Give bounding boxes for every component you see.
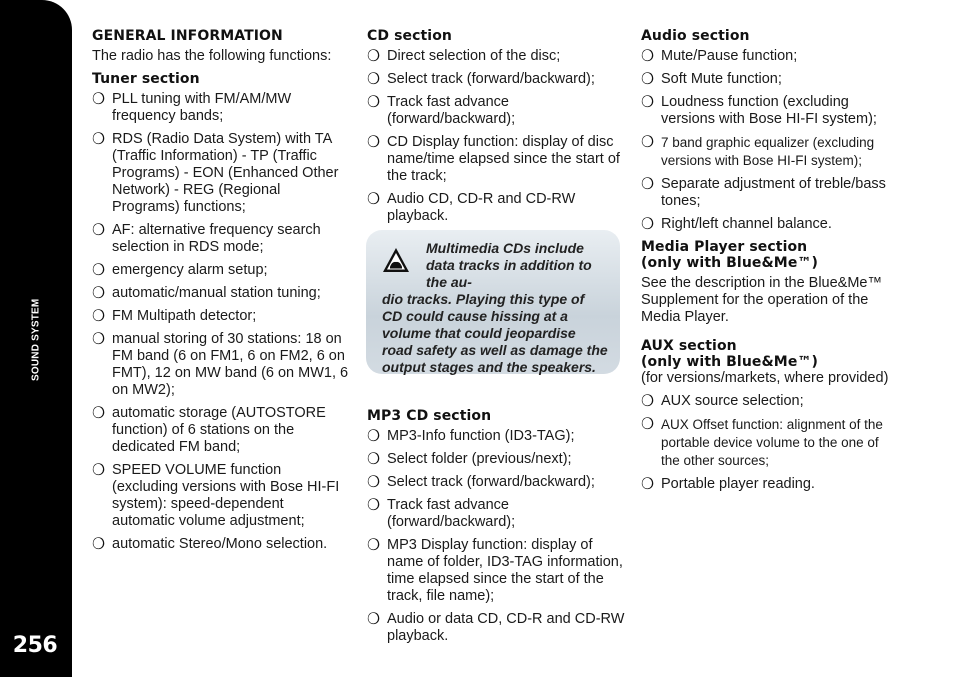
tuner-section-heading: Tuner section xyxy=(92,71,200,87)
bullet-icon: ❍ xyxy=(367,48,380,65)
list-item-text: PLL tuning with FM/AM/MW frequency bands; xyxy=(112,91,292,124)
bullet-icon: ❍ xyxy=(641,416,654,433)
list-item-text: CD Display function: display of disc name/time elapsed since the start of the track; xyxy=(387,134,620,184)
media-player-text: See the description in the Blue&Me™ Supplement for the operation of the Media Player. xyxy=(641,275,882,325)
bullet-icon: ❍ xyxy=(641,94,654,111)
column-1 xyxy=(92,28,350,559)
bullet-icon: ❍ xyxy=(641,134,654,151)
list-item xyxy=(92,462,350,530)
column-2 xyxy=(367,28,625,231)
list-item xyxy=(641,393,899,410)
bullet-icon: ❍ xyxy=(92,285,105,302)
tuner-list xyxy=(92,91,350,553)
media-player-heading: Media Player section xyxy=(641,239,808,255)
list-item xyxy=(641,71,899,88)
list-item xyxy=(367,94,625,128)
list-item xyxy=(92,131,350,216)
aux-heading: AUX section xyxy=(641,338,737,354)
aux-list xyxy=(641,393,899,493)
bullet-icon: ❍ xyxy=(367,497,380,514)
warning-lead: Multimedia CDs include data tracks in addition to the au- xyxy=(426,240,592,290)
bullet-icon: ❍ xyxy=(92,405,105,422)
cd-section-heading: CD section xyxy=(367,28,452,44)
audio-section-heading: Audio section xyxy=(641,28,750,44)
list-item-text: Portable player reading. xyxy=(661,476,815,492)
audio-list xyxy=(641,48,899,233)
bullet-icon: ❍ xyxy=(641,176,654,193)
list-item xyxy=(367,451,625,468)
list-item-text: Mute/Pause function; xyxy=(661,48,798,64)
list-item-text: emergency alarm setup; xyxy=(112,262,268,278)
list-item-text: MP3-Info function (ID3-TAG); xyxy=(387,428,575,444)
list-item xyxy=(92,308,350,325)
list-item xyxy=(641,476,899,493)
list-item-text: MP3 Display function: display of name of folder, ID3-TAG information, time elapsed since the start of the track, file name); xyxy=(387,537,623,604)
list-item-text: RDS (Radio Data System) with TA (Traffic Information) - TP (Traffic Programs) - EON (Enhanced Other Network) - REG (Regional Programs) functions; xyxy=(112,131,339,215)
list-item xyxy=(367,611,625,645)
mp3-section-heading: MP3 CD section xyxy=(367,408,492,424)
bullet-icon: ❍ xyxy=(367,191,380,208)
list-item xyxy=(367,48,625,65)
list-item-text: Select track (forward/backward); xyxy=(387,474,595,490)
list-item xyxy=(641,176,899,210)
list-item-text: Select folder (previous/next); xyxy=(387,451,572,467)
bullet-icon: ❍ xyxy=(367,134,380,151)
list-item xyxy=(92,331,350,399)
bullet-icon: ❍ xyxy=(92,262,105,279)
warning-box xyxy=(366,230,620,374)
column-2-lower xyxy=(367,408,625,651)
media-player-heading-note: (only with Blue&Me™) xyxy=(641,255,819,271)
bullet-icon: ❍ xyxy=(367,474,380,491)
aux-note: (for versions/markets, where provided) xyxy=(641,370,889,386)
list-item xyxy=(92,405,350,456)
mp3-list xyxy=(367,428,625,645)
list-item-text: Audio or data CD, CD-R and CD-RW playback. xyxy=(387,611,625,644)
list-item-text: automatic storage (AUTOSTORE function) of 6 stations on the dedicated FM band; xyxy=(112,405,326,455)
list-item-text: manual storing of 30 stations: 18 on FM band (6 on FM1, 6 on FM2, 6 on FMT), 12 on MW band (6 on MW1, 6 on MW2); xyxy=(112,331,349,398)
list-item-text: Soft Mute function; xyxy=(661,71,782,87)
bullet-icon: ❍ xyxy=(367,71,380,88)
list-item xyxy=(641,94,899,128)
column-3 xyxy=(641,28,899,499)
list-item xyxy=(641,134,899,170)
list-item xyxy=(92,222,350,256)
list-item xyxy=(92,262,350,279)
list-item xyxy=(367,134,625,185)
bullet-icon: ❍ xyxy=(92,536,105,553)
sidebar xyxy=(0,0,72,677)
warning-rest: dio tracks. Playing this type of CD could cause hissing at a volume that could jeopardise road safety as well as damage the output stages and the speakers. xyxy=(382,291,608,375)
intro-text: The radio has the following functions: xyxy=(92,48,332,64)
bullet-icon: ❍ xyxy=(367,611,380,628)
list-item-text: Track fast advance (forward/backward); xyxy=(387,94,516,127)
list-item xyxy=(92,536,350,553)
list-item-text: Separate adjustment of treble/bass tones; xyxy=(661,176,886,209)
bullet-icon: ❍ xyxy=(367,428,380,445)
bullet-icon: ❍ xyxy=(367,451,380,468)
list-item-text: Track fast advance (forward/backward); xyxy=(387,497,516,530)
list-item xyxy=(367,71,625,88)
list-item xyxy=(641,416,899,470)
bullet-icon: ❍ xyxy=(92,131,105,148)
bullet-icon: ❍ xyxy=(92,222,105,239)
page-number: 256 xyxy=(12,633,58,658)
list-item-text: Select track (forward/backward); xyxy=(387,71,595,87)
list-item-text: Direct selection of the disc; xyxy=(387,48,561,64)
list-item-text: SPEED VOLUME function (excluding versions with Bose HI-FI system): speed-dependent automatic volume adjustment; xyxy=(112,462,340,529)
section-title: SOUND SYSTEM xyxy=(30,298,42,382)
list-item xyxy=(92,91,350,125)
bullet-icon: ❍ xyxy=(92,308,105,325)
list-item-text: Right/left channel balance. xyxy=(661,216,832,232)
bullet-icon: ❍ xyxy=(641,393,654,410)
bullet-icon: ❍ xyxy=(92,331,105,348)
list-item-text: automatic Stereo/Mono selection. xyxy=(112,536,328,552)
bullet-icon: ❍ xyxy=(367,94,380,111)
bullet-icon: ❍ xyxy=(641,216,654,233)
list-item-text: 7 band graphic equalizer (excluding versions with Bose HI-FI system); xyxy=(661,135,875,168)
aux-heading-note: (only with Blue&Me™) xyxy=(641,354,819,370)
bullet-icon: ❍ xyxy=(641,71,654,88)
bullet-icon: ❍ xyxy=(641,476,654,493)
list-item xyxy=(367,537,625,605)
list-item xyxy=(641,216,899,233)
list-item xyxy=(367,497,625,531)
list-item xyxy=(367,474,625,491)
cd-list xyxy=(367,48,625,225)
list-item xyxy=(92,285,350,302)
bullet-icon: ❍ xyxy=(367,537,380,554)
list-item xyxy=(367,191,625,225)
bullet-icon: ❍ xyxy=(92,462,105,479)
list-item-text: automatic/manual station tuning; xyxy=(112,285,321,301)
general-information-heading: GENERAL INFORMATION xyxy=(92,28,283,44)
list-item-text: Loudness function (excluding versions with Bose HI-FI system); xyxy=(661,94,877,127)
warning-text xyxy=(382,240,608,376)
list-item-text: AUX Offset function: alignment of the portable device volume to the one of the other sources; xyxy=(661,417,883,468)
list-item-text: AUX source selection; xyxy=(661,393,804,409)
list-item-text: AF: alternative frequency search selection in RDS mode; xyxy=(112,222,321,255)
bullet-icon: ❍ xyxy=(92,91,105,108)
list-item-text: Audio CD, CD-R and CD-RW playback. xyxy=(387,191,576,224)
bullet-icon: ❍ xyxy=(641,48,654,65)
list-item xyxy=(641,48,899,65)
list-item-text: FM Multipath detector; xyxy=(112,308,257,324)
list-item xyxy=(367,428,625,445)
